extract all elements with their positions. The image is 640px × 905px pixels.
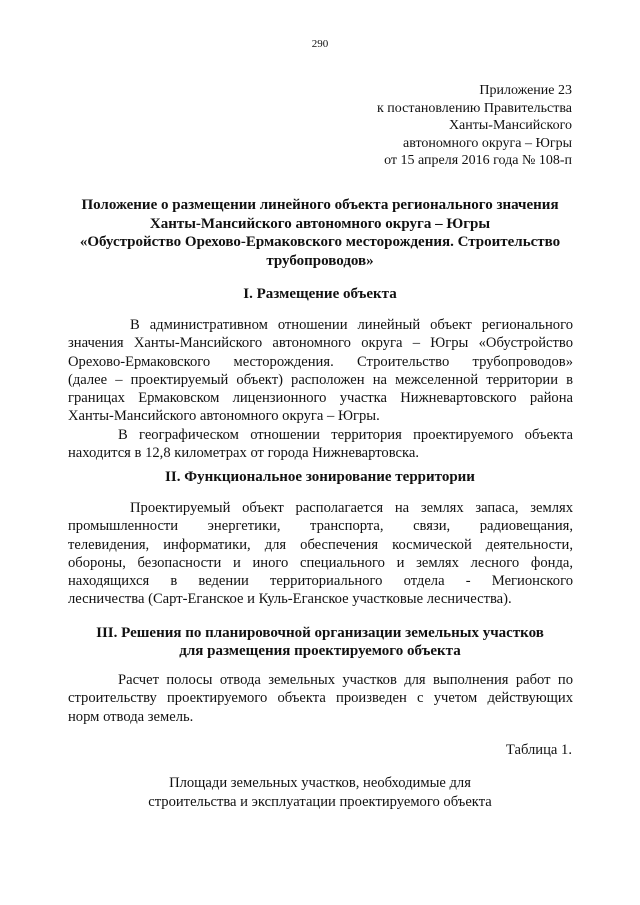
section-heading-1	[68, 285, 572, 303]
paragraph-line: (далее – проектируемый объект) расположен на межселенной территории в	[68, 371, 573, 388]
appendix-line: к постановлению Правительства	[376, 100, 572, 116]
table-caption	[68, 774, 572, 812]
appendix-line: Приложение 23	[479, 83, 572, 98]
section-heading-line: для размещения проектируемого объекта	[179, 643, 461, 659]
appendix-line: Ханты-Мансийского	[448, 118, 572, 133]
paragraph-line: строительству проектируемого объекта произведен с учетом действующих	[68, 690, 573, 707]
document-title	[68, 196, 572, 270]
section-heading-line: III. Решения по планировочной организации земельных участков	[96, 625, 544, 641]
appendix-reference	[252, 82, 572, 170]
section-3-paragraph-1	[68, 671, 573, 726]
table-label: Таблица 1.	[505, 742, 572, 758]
paragraph-line: значения Ханты-Мансийского автономного округа – Югры «Обустройство	[68, 335, 573, 352]
title-line: Положение о размещении линейного объекта регионального значения	[81, 197, 559, 213]
paragraph-line: В географическом отношении территория проектируемого объекта	[118, 427, 573, 443]
paragraph-line: лесничества (Сарт-Еганское и Куль-Еганское участковые лесничества).	[68, 591, 512, 608]
section-heading-2	[68, 468, 572, 486]
paragraph-line: находится в 12,8 километрах от города Нижневартовска.	[68, 445, 419, 462]
paragraph-line: Орехово-Ермаковского месторождения. Строительство трубопроводов»	[68, 353, 573, 370]
paragraph-line: находящихся в ведении территориального отдела - Мегионского	[68, 573, 573, 590]
title-line: «Обустройство Орехово-Ермаковского месторождения. Строительство	[79, 234, 561, 250]
paragraph-line: Ханты-Мансийского автономного округа – Югры.	[68, 408, 380, 425]
table-caption-line: Площади земельных участков, необходимые для	[169, 775, 471, 791]
page-number: 290	[311, 38, 329, 50]
paragraph-line: границах Ермаковском лицензионного участка Нижневартовского района	[68, 390, 573, 407]
section-heading-line: I. Размещение объекта	[243, 286, 397, 302]
paragraph-line: Расчет полосы отвода земельных участков для выполнения работ по	[118, 672, 573, 688]
paragraph-line: телевидения, информатики, для обеспечения космической деятельности,	[68, 536, 573, 553]
paragraph-line: В административном отношении линейный объект регионального	[130, 317, 573, 333]
section-heading-line: II. Функциональное зонирование территории	[165, 469, 475, 485]
section-heading-3	[68, 624, 572, 660]
paragraph-line: обороны, безопасности и иного специального и землях лесного фонда,	[68, 554, 573, 571]
section-2-paragraph-1	[68, 499, 573, 609]
section-1-paragraph-2	[68, 426, 573, 463]
appendix-line: от 15 апреля 2016 года № 108-п	[384, 153, 572, 168]
title-line: трубопроводов»	[266, 252, 374, 269]
paragraph-line: норм отвода земель.	[68, 708, 194, 725]
paragraph-line: промышленности энергетики, транспорта, связи, радиовещания,	[68, 518, 573, 535]
appendix-line: автономного округа – Югры	[403, 135, 572, 151]
paragraph-line: Проектируемый объект располагается на землях запаса, землях	[130, 500, 573, 516]
section-1-paragraph-1	[68, 316, 573, 426]
table-caption-line: строительства и эксплуатации проектируемого объекта	[148, 794, 492, 810]
title-line: Ханты-Мансийского автономного округа – Югры	[149, 215, 491, 232]
